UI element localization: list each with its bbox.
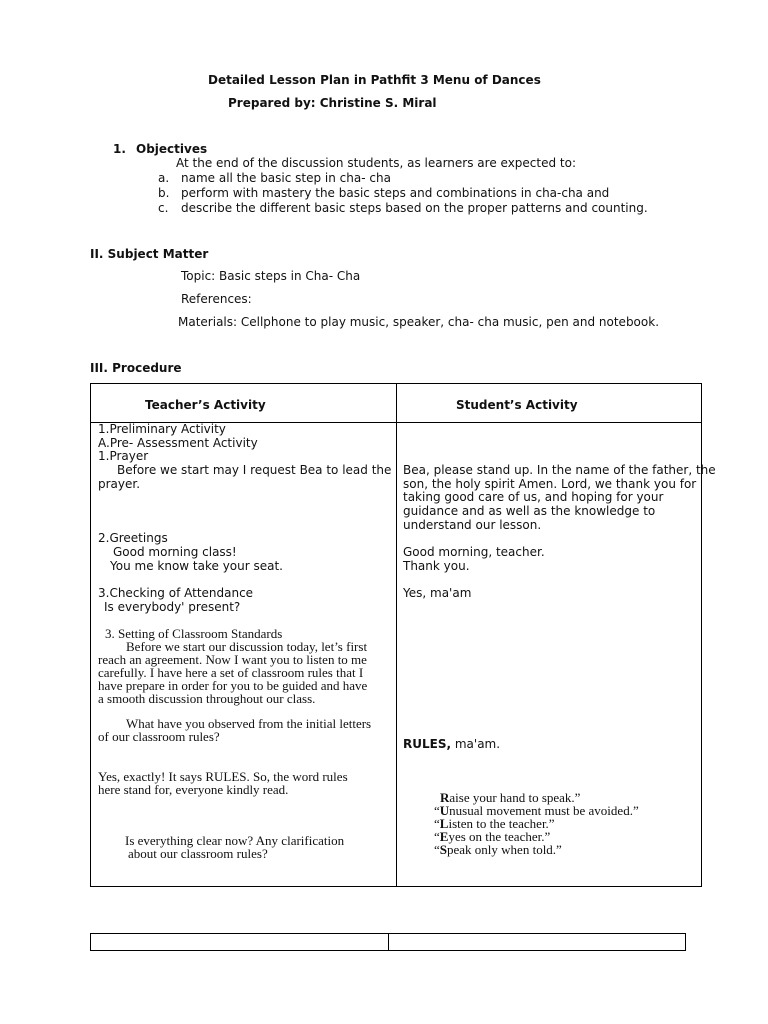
teacher-line: carefully. I have here a set of classroom rules that I <box>98 665 364 680</box>
teacher-line: of our classroom rules? <box>98 729 220 744</box>
column-divider <box>396 384 397 886</box>
rules-answer-rest: ma'am. <box>451 737 501 751</box>
materials-line: Materials: Cellphone to play music, speaker, cha- cha music, pen and notebook. <box>178 315 660 329</box>
teacher-line: prayer. <box>98 477 141 491</box>
teacher-line: Before we start our discussion today, let’s first <box>126 639 368 654</box>
objective-item: perform with mastery the basic steps and combinations in cha-cha and <box>181 186 610 200</box>
document-title: Detailed Lesson Plan in Pathfit 3 Menu of Dances <box>208 73 541 87</box>
teacher-line: about our classroom rules? <box>128 846 268 861</box>
rule-rest: nusual movement must be avoided.” <box>449 803 639 818</box>
teacher-line: 1.Prayer <box>98 449 149 463</box>
objective-marker: c. <box>158 201 169 215</box>
teacher-activity-header: Teacher’s Activity <box>145 398 266 412</box>
rule-prefix: “ <box>434 803 440 818</box>
teacher-line: 2.Greetings <box>98 531 168 545</box>
student-line: taking good care of us, and hoping for your <box>403 490 664 504</box>
rule-rest: aise your hand to speak.” <box>449 790 581 805</box>
student-line: Yes, ma'am <box>403 586 472 600</box>
rule-first-letter: U <box>439 803 450 818</box>
objectives-intro: At the end of the discussion students, as learners are expected to: <box>176 156 576 170</box>
objectives-number: 1. <box>113 142 126 156</box>
objective-marker: b. <box>158 186 170 200</box>
student-line: Thank you. <box>403 559 470 573</box>
teacher-line: 3. Setting of Classroom Standards <box>105 626 283 641</box>
teacher-line: 1.Preliminary Activity <box>98 422 226 436</box>
rule-first-letter: L <box>439 816 449 831</box>
teacher-line: Yes, exactly! It says RULES. So, the word rules <box>98 769 348 784</box>
subject-matter-heading: II. Subject Matter <box>90 247 209 261</box>
procedure-heading: III. Procedure <box>90 361 182 375</box>
student-line: son, the holy spirit Amen. Lord, we thank you for <box>403 477 697 491</box>
continuation-table <box>90 933 686 951</box>
references-line: References: <box>181 292 252 306</box>
student-line: guidance and as well as the knowledge to <box>403 504 656 518</box>
teacher-line: Good morning class! <box>113 545 237 559</box>
teacher-line: 3.Checking of Attendance <box>98 586 254 600</box>
teacher-line: a smooth discussion throughout our class. <box>98 691 316 706</box>
student-line: Good morning, teacher. <box>403 545 545 559</box>
rule-prefix: “ <box>434 829 440 844</box>
rule-first-letter: E <box>439 829 449 844</box>
procedure-table <box>90 383 716 887</box>
topic-line: Topic: Basic steps in Cha- Cha <box>181 269 361 283</box>
rule-first-letter: R <box>440 790 450 805</box>
prepared-by: Prepared by: Christine S. Miral <box>228 96 437 110</box>
objective-item: describe the different basic steps based on the proper patterns and counting. <box>181 201 648 215</box>
teacher-line: A.Pre- Assessment Activity <box>98 436 258 450</box>
student-rules-answer <box>403 738 500 752</box>
objectives-heading: Objectives <box>136 142 208 156</box>
rule-item <box>434 843 562 856</box>
student-line: Bea, please stand up. In the name of the father, the <box>403 463 716 477</box>
rule-rest: isten to the teacher.” <box>448 816 555 831</box>
rule-rest: peak only when told.” <box>447 842 562 857</box>
teacher-line: here stand for, everyone kindly read. <box>98 782 289 797</box>
rules-word: RULES, <box>403 737 452 751</box>
student-activity-header: Student’s Activity <box>456 398 578 412</box>
teacher-line: Before we start may I request Bea to lead the <box>117 463 392 477</box>
teacher-line: have prepare in order for you to be guided and have <box>98 678 368 693</box>
rule-first-letter: S <box>439 842 448 857</box>
rule-prefix: “ <box>434 816 440 831</box>
teacher-line: What have you observed from the initial letters <box>126 716 372 731</box>
student-line: understand our lesson. <box>403 518 542 532</box>
objective-item: name all the basic step in cha- cha <box>181 171 391 185</box>
objective-marker: a. <box>158 171 170 185</box>
teacher-line: reach an agreement. Now I want you to listen to me <box>98 652 367 667</box>
teacher-line: Is everything clear now? Any clarification <box>125 833 345 848</box>
rule-prefix: “ <box>434 842 440 857</box>
column-divider <box>388 934 389 950</box>
teacher-line: You me know take your seat. <box>110 559 283 573</box>
teacher-line: Is everybody' present? <box>104 600 241 614</box>
rule-rest: yes on the teacher.” <box>448 829 551 844</box>
